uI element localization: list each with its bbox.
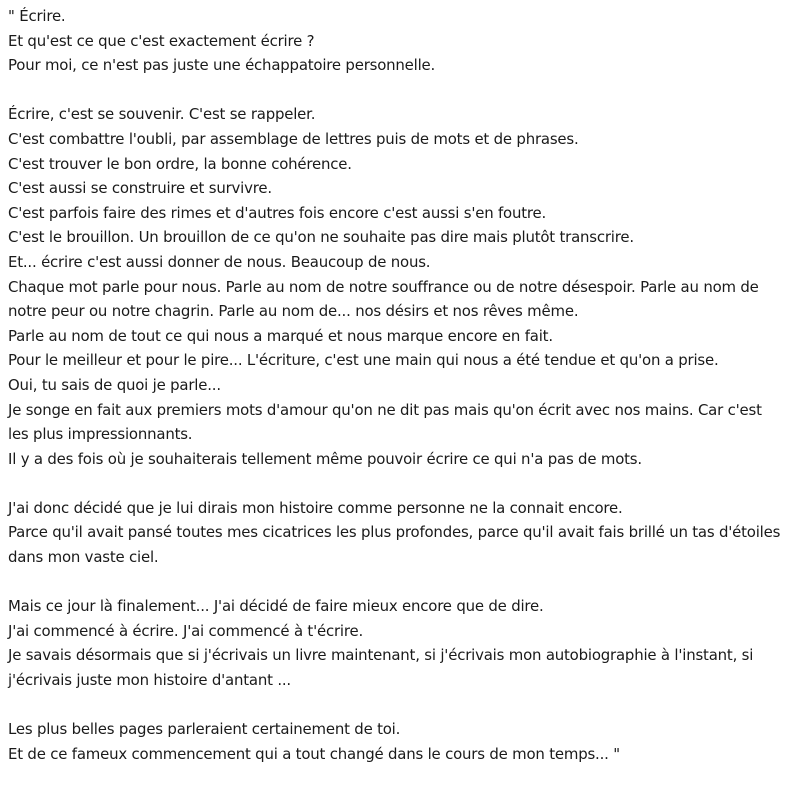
text-line: Chaque mot parle pour nous. Parle au nom de notre souffrance ou de notre désespoir. Parle au nom de <box>8 277 759 296</box>
text-line: Et de ce fameux commencement qui a tout changé dans le cours de mon temps... " <box>8 744 620 763</box>
text-line: J'ai commencé à écrire. J'ai commencé à t'écrire. <box>8 621 364 640</box>
blank-line <box>8 570 808 595</box>
blank-line <box>8 78 808 103</box>
text-line: j'écrivais juste mon histoire d'antant ... <box>8 671 291 690</box>
text-line: Parce qu'il avait pansé toutes mes cicatrices les plus profondes, parce qu'il avait fais brillé un tas d'étoiles <box>8 523 781 542</box>
text-line: C'est le brouillon. Un brouillon de ce qu'on ne souhaite pas dire mais plutôt transcrire. <box>8 228 634 247</box>
text-line: Pour le meilleur et pour le pire... L'écriture, c'est une main qui nous a été tendue et qu'on a prise. <box>8 351 719 370</box>
text-line: Et qu'est ce que c'est exactement écrire ? <box>8 31 315 50</box>
text-line: Oui, tu sais de quoi je parle... <box>8 375 221 394</box>
blank-line <box>8 693 808 718</box>
text-line: Parle au nom de tout ce qui nous a marqué et nous marque encore en fait. <box>8 326 553 345</box>
text-line: Mais ce jour là finalement... J'ai décidé de faire mieux encore que de dire. <box>8 597 544 616</box>
text-line: Écrire, c'est se souvenir. C'est se rappeler. <box>8 105 316 124</box>
text-line: Je savais désormais que si j'écrivais un livre maintenant, si j'écrivais mon autobiographie à l'instant, si <box>8 646 754 665</box>
text-line: C'est combattre l'oubli, par assemblage de lettres puis de mots et de phrases. <box>8 129 579 148</box>
text-line: Et... écrire c'est aussi donner de nous. Beaucoup de nous. <box>8 252 431 271</box>
text-line: C'est aussi se construire et survivre. <box>8 179 272 198</box>
text-line: Pour moi, ce n'est pas juste une échappatoire personnelle. <box>8 56 436 75</box>
blank-line <box>8 471 808 496</box>
text-line: C'est trouver le bon ordre, la bonne cohérence. <box>8 154 352 173</box>
text-line: notre peur ou notre chagrin. Parle au nom de... nos désirs et nos rêves même. <box>8 302 579 321</box>
text-line: Je songe en fait aux premiers mots d'amour qu'on ne dit pas mais qu'on écrit avec nos mains. Car c'est <box>8 400 762 419</box>
text-line: dans mon vaste ciel. <box>8 548 159 567</box>
text-line: " Écrire. <box>8 7 66 25</box>
text-line: Les plus belles pages parleraient certainement de toi. <box>8 720 401 739</box>
text-line: C'est parfois faire des rimes et d'autres fois encore c'est aussi s'en foutre. <box>8 203 547 222</box>
text-line: J'ai donc décidé que je lui dirais mon histoire comme personne ne la connait encore. <box>8 498 623 517</box>
text-line: les plus impressionnants. <box>8 425 193 444</box>
text-line: Il y a des fois où je souhaiterais tellement même pouvoir écrire ce qui n'a pas de mots. <box>8 449 642 468</box>
document-body <box>8 4 808 766</box>
